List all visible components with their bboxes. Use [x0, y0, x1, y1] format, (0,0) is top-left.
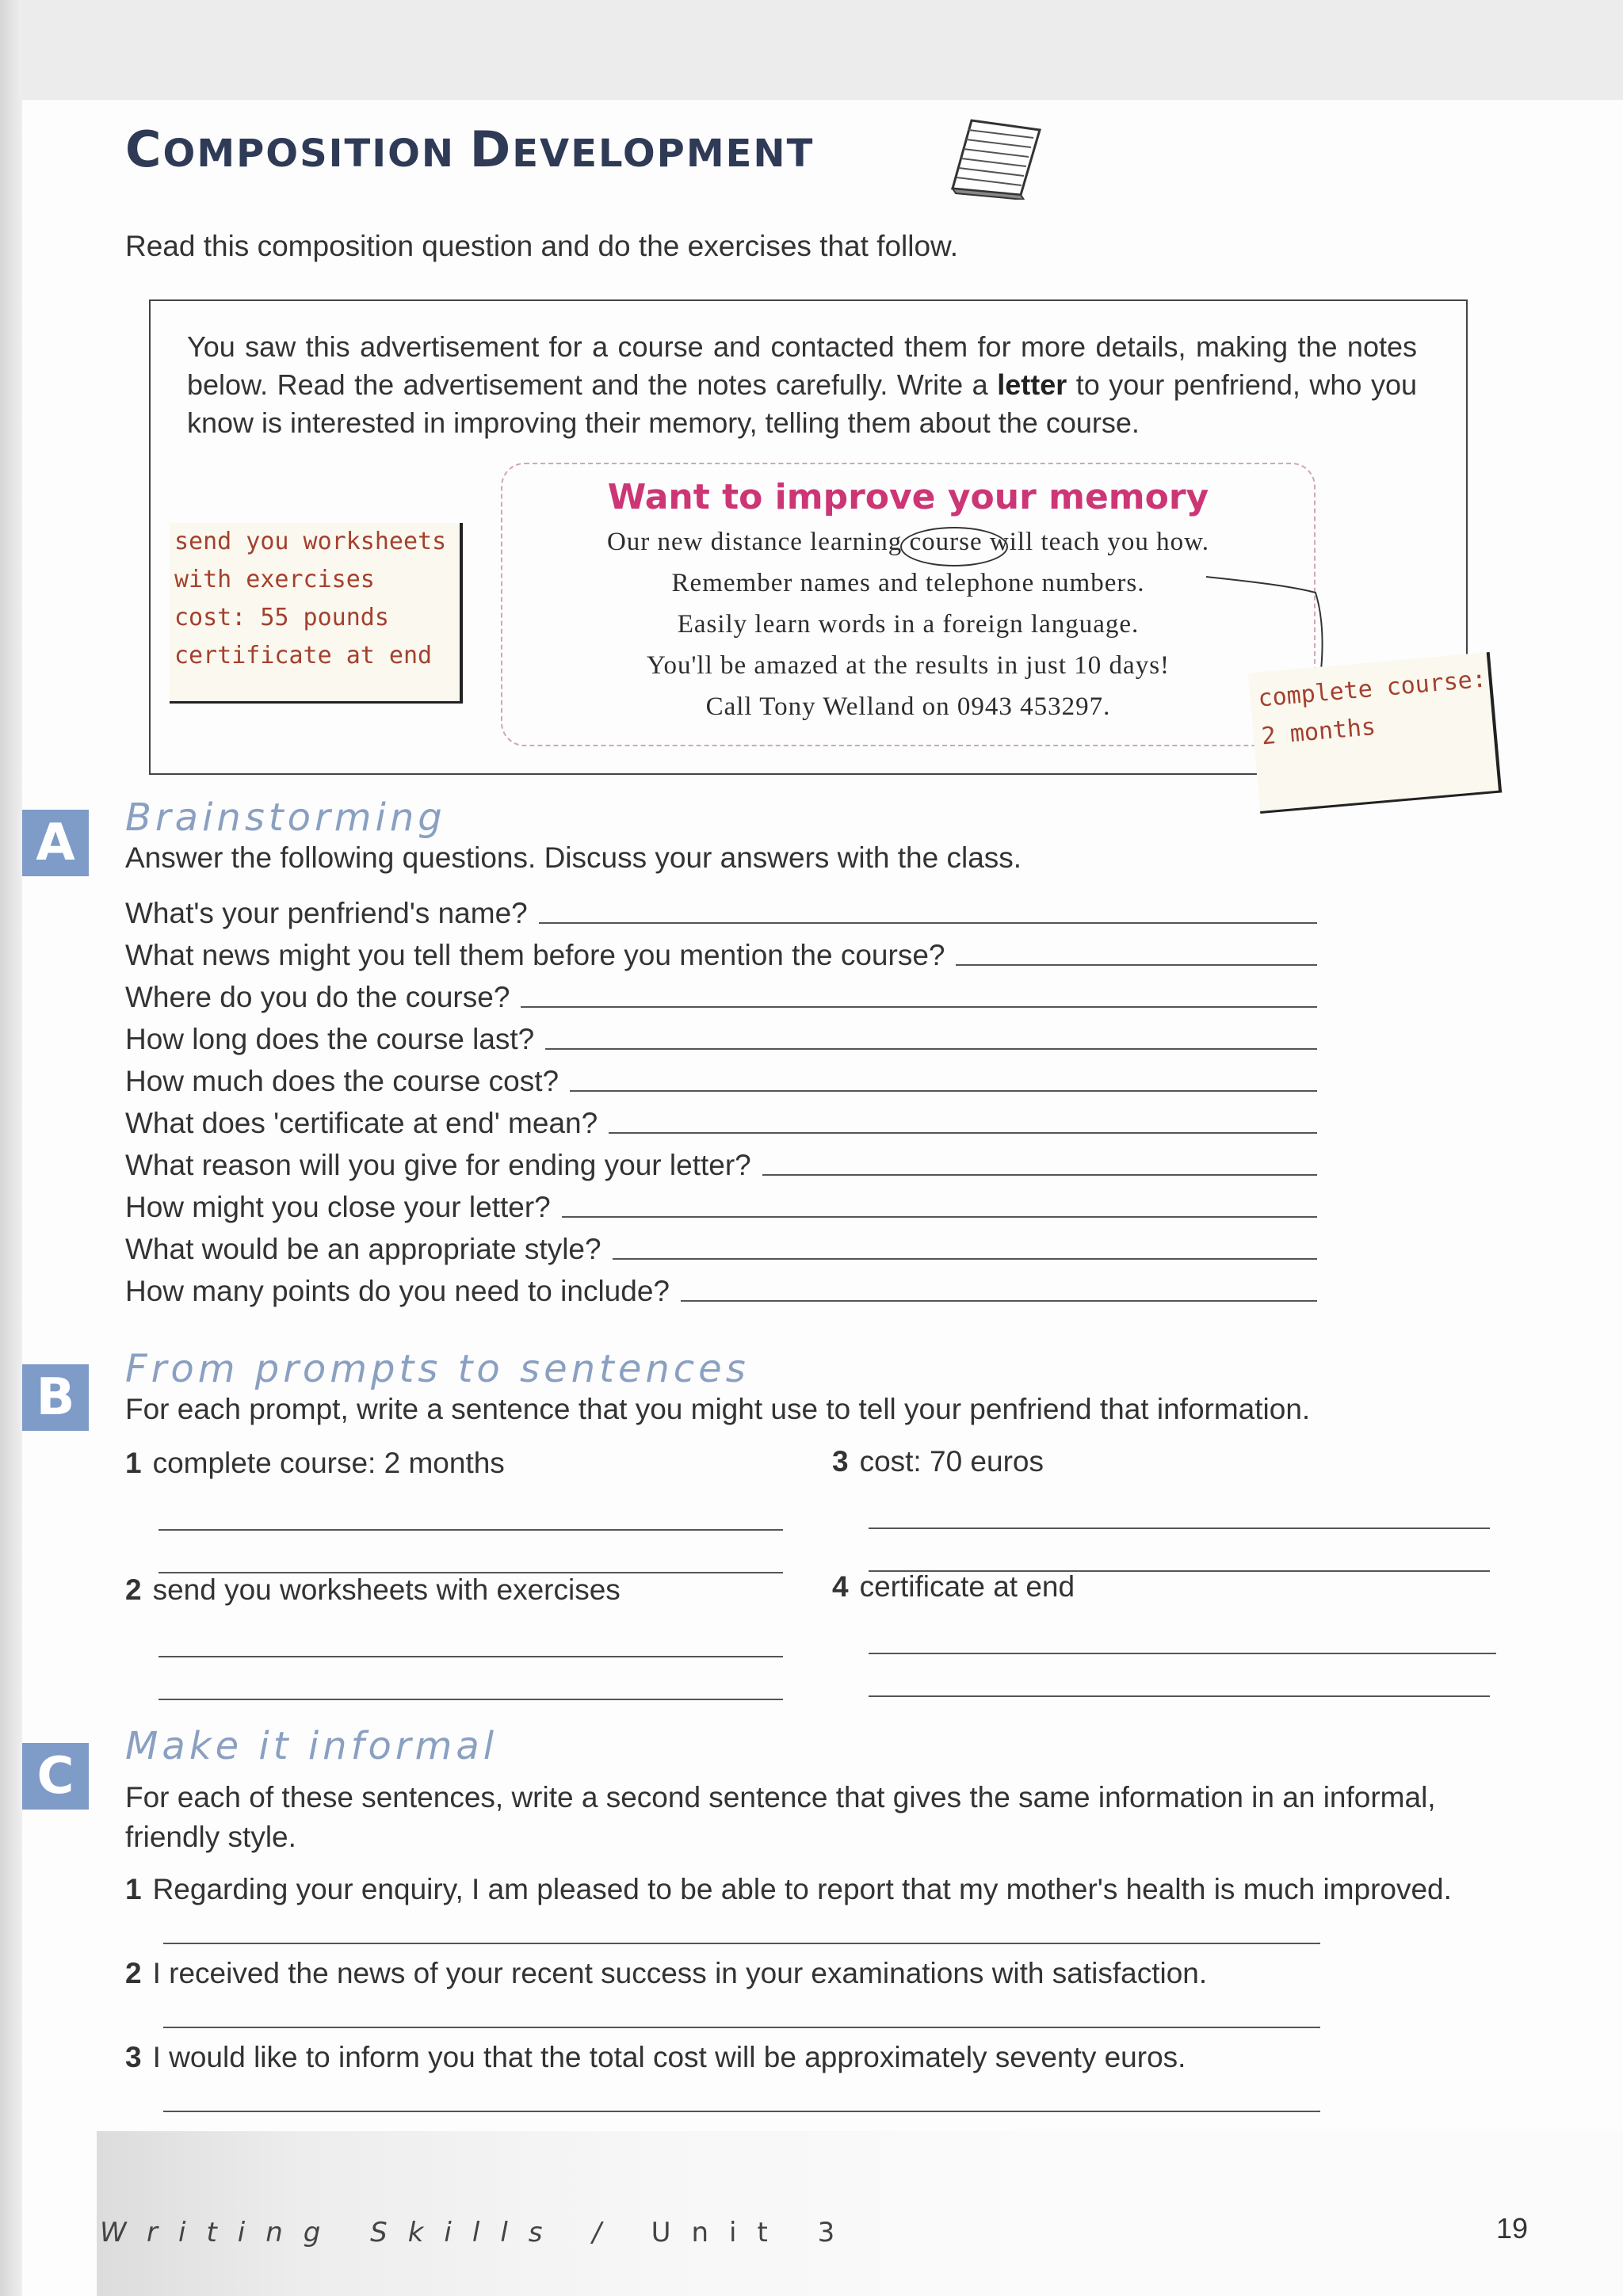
handwritten-circle	[900, 527, 1008, 566]
advertisement-line: Remember names and telephone numbers.	[671, 569, 1145, 597]
question-row: What news might you tell them before you mention the course?	[125, 931, 1317, 972]
page-title: COMPOSITION DEVELOPMENT	[125, 120, 815, 178]
book-icon	[945, 113, 1043, 200]
prompt-item: 2 send you worksheets with exercises	[125, 1573, 621, 1606]
writing-line[interactable]	[163, 2027, 1320, 2028]
writing-line[interactable]	[158, 1699, 783, 1700]
writing-line[interactable]	[163, 2111, 1320, 2112]
writing-line[interactable]	[869, 1695, 1490, 1697]
answer-line[interactable]	[545, 1048, 1317, 1050]
answer-line[interactable]	[539, 922, 1317, 924]
section-c-description: For each of these sentences, write a second sentence that gives the same information in an informal, friendly style.	[125, 1781, 1436, 1853]
answer-line[interactable]	[521, 1006, 1317, 1008]
answer-line[interactable]	[570, 1090, 1317, 1092]
section-a-heading: Brainstorming	[125, 795, 446, 840]
prompt-item: 1 complete course: 2 months	[125, 1447, 505, 1479]
section-b-description: For each prompt, write a sentence that you might use to tell your penfriend that information.	[125, 1393, 1311, 1425]
sentence-item: 3 I would like to inform you that the total cost will be approximately seventy euros.	[125, 2041, 1186, 2073]
section-b-tab: B	[22, 1364, 89, 1431]
question-row: Where do you do the course?	[125, 973, 1317, 1014]
question-row: How much does the course cost?	[125, 1057, 1317, 1098]
handwritten-arrow	[1205, 570, 1331, 681]
question-row: How might you close your letter?	[125, 1183, 1317, 1224]
sentence-item: 1 Regarding your enquiry, I am pleased to be able to report that my mother's health is much improved.	[125, 1873, 1452, 1905]
writing-line[interactable]	[158, 1529, 783, 1531]
question-row: What does 'certificate at end' mean?	[125, 1099, 1317, 1140]
question-row: How many points do you need to include?	[125, 1267, 1317, 1308]
question-row: What would be an appropriate style?	[125, 1225, 1317, 1266]
prompt-item: 3 cost: 70 euros	[832, 1445, 1044, 1478]
question-row: How long does the course last?	[125, 1015, 1317, 1056]
answer-line[interactable]	[956, 964, 1317, 966]
answer-line[interactable]	[562, 1216, 1317, 1218]
footer-running-head: Writing Skills / Unit 3	[100, 2217, 856, 2248]
section-a-tab: A	[22, 810, 89, 876]
instructions-text: Read this composition question and do the exercises that follow.	[125, 230, 959, 262]
page-shadow	[97, 2131, 1623, 2296]
answer-line[interactable]	[613, 1258, 1317, 1260]
answer-line[interactable]	[681, 1300, 1317, 1302]
handwritten-note-left: send you worksheets with exercises cost: 55 pounds certificate at end	[170, 523, 463, 704]
advertisement-line: You'll be amazed at the results in just 10 days!	[646, 651, 1170, 680]
question-row: What's your penfriend's name?	[125, 889, 1317, 930]
composition-question-text: You saw this advertisement for a course and contacted them for more details, making the notes below. Read the advertisement and the notes carefully. Write a letter to your penfriend, who you know is interested in improving their memory, telling them about the course.	[187, 330, 1417, 439]
writing-line[interactable]	[869, 1653, 1496, 1654]
section-a-description: Answer the following questions. Discuss your answers with the class.	[125, 841, 1022, 874]
top-margin	[0, 0, 1623, 100]
section-b-heading: From prompts to sentences	[125, 1347, 750, 1391]
section-c-tab: C	[22, 1743, 89, 1810]
sentence-item: 2 I received the news of your recent success in your examinations with satisfaction.	[125, 1957, 1208, 1989]
prompt-item: 4 certificate at end	[832, 1570, 1075, 1603]
question-row: What reason will you give for ending your letter?	[125, 1141, 1317, 1182]
page-number: 19	[1496, 2212, 1529, 2245]
advertisement-title: Want to improve your memory	[607, 477, 1209, 517]
advertisement-line: Call Tony Welland on 0943 453297.	[705, 692, 1111, 721]
writing-line[interactable]	[163, 1943, 1320, 1944]
handwritten-note-right: complete course: 2 months	[1248, 652, 1502, 814]
page-edge	[0, 0, 22, 2296]
answer-line[interactable]	[609, 1132, 1317, 1134]
answer-line[interactable]	[762, 1174, 1317, 1176]
advertisement-line: Easily learn words in a foreign language.	[677, 610, 1140, 639]
writing-line[interactable]	[158, 1656, 783, 1657]
section-c-heading: Make it informal	[125, 1724, 498, 1768]
advertisement-line: Our new distance learning course will teach you how.	[606, 528, 1210, 556]
writing-line[interactable]	[869, 1527, 1490, 1529]
